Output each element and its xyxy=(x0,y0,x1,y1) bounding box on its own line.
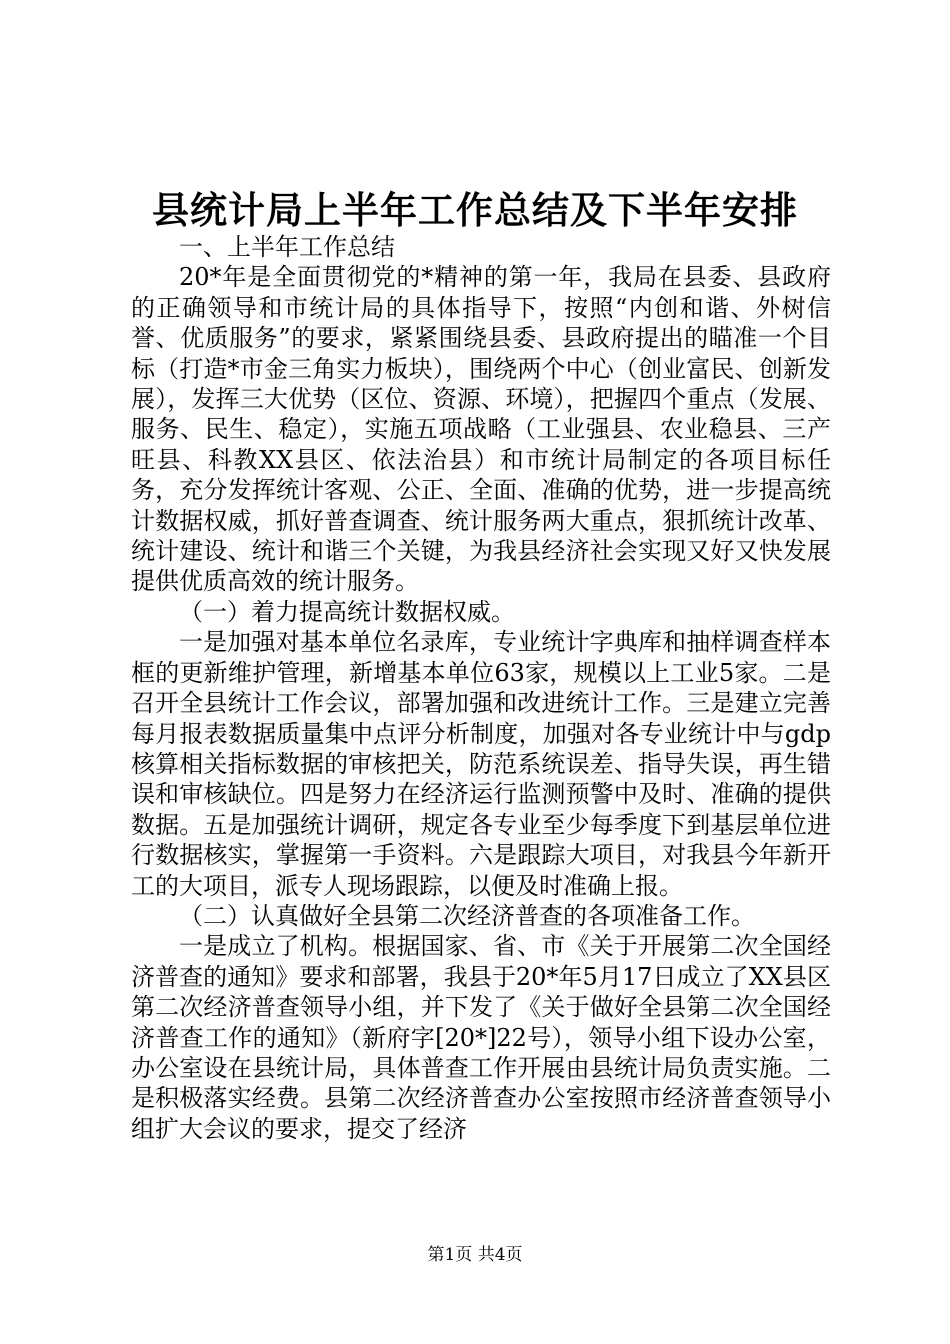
body-paragraph: 一是成立了机构。根据国家、省、市《关于开展第二次全国经济普查的通知》要求和部署，我县于20*年5月17日成立了XX县区第二次经济普查领导小组，并下发了《关于做好全县第二次全国经济普查工作的通知》（新府字[20*]22号），领导小组下设办公室，办公室设在县统计局，具体普查工作开展由县统计局负责实施。二是积极落实经费。县第二次经济普查办公室按照市经济普查领导小组扩大会议的要求，提交了经济 xyxy=(131,932,831,1143)
section-heading: 一、上半年工作总结 xyxy=(179,233,395,261)
body-paragraph: 一是加强对基本单位名录库，专业统计字典库和抽样调查样本框的更新维护管理，新增基本单位63家，规模以上工业5家。二是召开全县统计工作会议，部署加强和改进统计工作。三是建立完善每月报表数据质量集中点评分析制度，加强对各专业统计中与gdp核算相关指标数据的审核把关，防范系统误差、指导失误，再生错误和审核缺位。四是努力在经济运行监测预警中及时、准确的提供数据。五是加强统计调研，规定各专业至少每季度下到基层单位进行数据核实，掌握第一手资料。六是跟踪大项目，对我县今年新开工的大项目，派专人现场跟踪，以便及时准确上报。 xyxy=(131,628,831,900)
document-body xyxy=(131,232,831,1144)
section-heading: （一）着力提高统计数据权威。 xyxy=(179,597,515,626)
page-number-footer: 第1页 共4页 xyxy=(427,1245,523,1265)
body-paragraph: 20*年是全面贯彻党的*精神的第一年，我局在县委、县政府的正确领导和市统计局的具体指导下，按照“内创和谐、外树信誉、优质服务”的要求，紧紧围绕县委、县政府提出的瞄准一个目标（打造*市金三角实力板块），围绕两个中心（创业富民、创新发展），发挥三大优势（区位、资源、环境），把握四个重点（发展、服务、民生、稳定），实施五项战略（工业强县、农业稳县、三产旺县、科教XX县区、依法治县）和市统计局制定的各项目标任务，充分发挥统计客观、公正、全面、准确的优势，进一步提高统计数据权威，抓好普查调查、统计服务两大重点，狠抓统计改革、统计建设、统计和谐三个关键，为我县经济社会实现又好又快发展提供优质高效的统计服务。 xyxy=(131,263,831,596)
section-heading: （二）认真做好全县第二次经济普查的各项准备工作。 xyxy=(179,901,755,930)
document-title: 县统计局上半年工作总结及下半年安排 xyxy=(152,188,798,232)
